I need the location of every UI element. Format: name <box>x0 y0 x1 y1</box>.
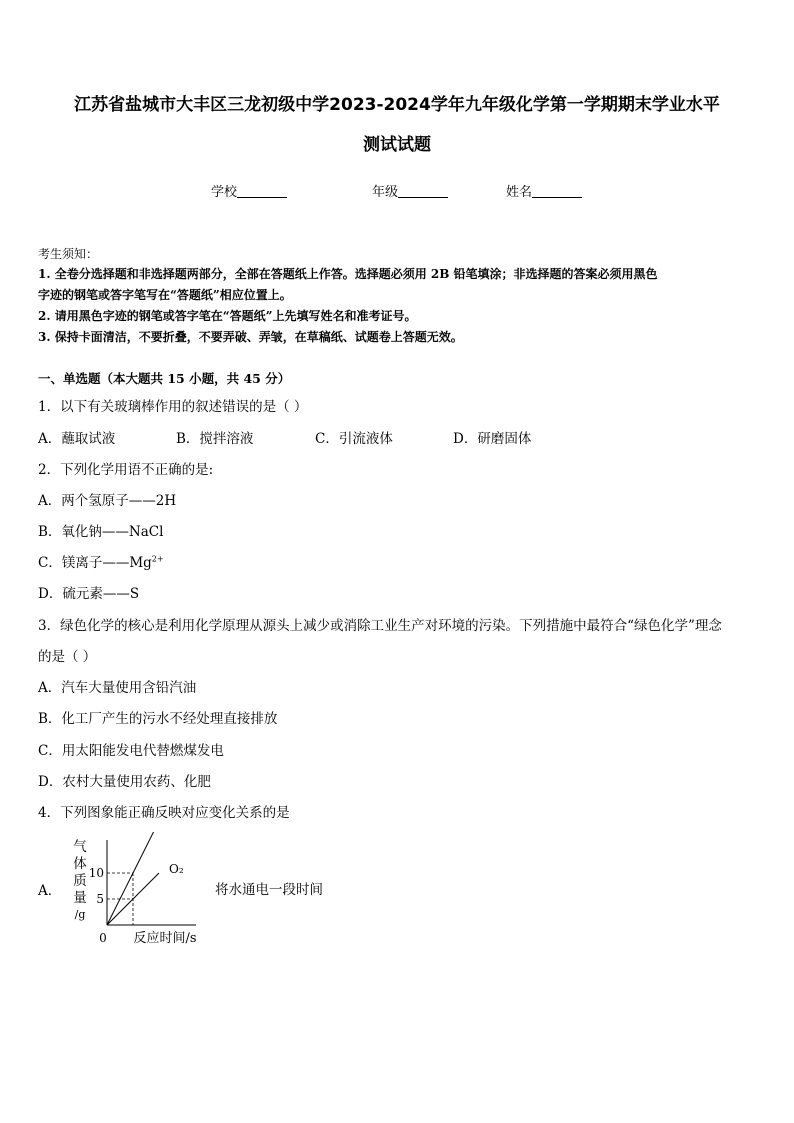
q1-option-d: D．研磨固体 <box>453 431 532 447</box>
grade-label: 年级 <box>372 185 399 200</box>
y-axis-label-char: 量 <box>73 890 87 906</box>
grade-blank <box>398 185 448 198</box>
q1-option-b: B．搅拌溶液 <box>176 431 254 447</box>
y-tick-label: 10 <box>88 866 104 880</box>
notice-item-1-cont: 字迹的钢笔或答字笔写在“答题纸”相应位置上。 <box>38 288 292 302</box>
q4-option-a-label: A． <box>38 883 62 899</box>
exam-title-line1: 江苏省盐城市大丰区三龙初级中学2023-2024学年九年级化学第一学期期末学业水平 <box>74 95 720 115</box>
q3-option-b: B．化工厂产生的污水不经处理直接排放 <box>38 711 278 727</box>
notice-item-3: 3. 保持卡面清洁，不要折叠，不要弄破、弄皱，在草稿纸、试题卷上答题无效。 <box>38 330 463 344</box>
school-label: 学校 <box>211 185 238 200</box>
q3-option-c: C．用太阳能发电代替燃煤发电 <box>38 743 224 759</box>
q2-option-d: D．硫元素——S <box>38 586 140 602</box>
q1-stem: 1．以下有关玻璃棒作用的叙述错误的是（ ） <box>38 399 308 415</box>
q4-option-a-caption: 将水通电一段时间 <box>215 882 323 898</box>
q2-stem: 2．下列化学用语不正确的是: <box>38 462 214 478</box>
q2-option-c-text: C．镁离子——Mg <box>38 555 152 571</box>
section-heading: 一、单选题（本大题共 15 小题，共 45 分） <box>38 371 291 386</box>
q3-stem: 3．绿色化学的核心是利用化学原理从源头上减少或消除工业生产对环境的污染。下列措施中最符合“绿色化学”理念 <box>38 618 722 634</box>
grade-field <box>372 181 448 200</box>
series-label-1: O₂ <box>169 862 184 876</box>
y-axis-label-char: /g <box>74 908 86 921</box>
name-label: 姓名 <box>506 185 533 200</box>
school-field <box>211 181 287 200</box>
q2-option-c-charge: 2+ <box>151 554 164 564</box>
name-blank <box>532 185 582 198</box>
q1-option-a: A．蘸取试液 <box>38 431 116 447</box>
q1-option-c: C．引流液体 <box>315 431 393 447</box>
notice-item-2: 2. 请用黑色字迹的钢笔或答字笔在“答题纸”上先填写姓名和准考证号。 <box>38 309 417 323</box>
q4-stem: 4．下列图象能正确反映对应变化关系的是 <box>38 805 290 821</box>
y-axis-label-char: 质 <box>73 873 87 889</box>
x-axis-label: 反应时间/s <box>133 931 197 946</box>
notice-heading: 考生须知： <box>38 247 99 261</box>
origin-label: 0 <box>99 931 107 945</box>
y-axis-label-char: 气 <box>73 839 87 855</box>
exam-title-line2: 测试试题 <box>363 135 431 155</box>
notice-item-1: 1. 全卷分选择题和非选择题两部分，全部在答题纸上作答。选择题必须用 2B 铅笔填涂；非选择题的答案必须用黑色 <box>38 267 658 281</box>
q3-stem-cont: 的是（ ） <box>38 649 97 665</box>
y-tick-label: 5 <box>96 892 104 906</box>
q2-option-a: A．两个氢原子——2H <box>38 493 177 509</box>
school-blank <box>237 185 287 198</box>
q3-option-d: D．农村大量使用农药、化肥 <box>38 774 211 790</box>
y-axis-label-char: 体 <box>73 856 87 872</box>
name-field <box>506 181 582 200</box>
q3-option-a: A．汽车大量使用含铅汽油 <box>38 680 197 696</box>
q2-option-b: B．氧化钠——NaCl <box>38 524 164 540</box>
q2-option-c <box>38 551 164 571</box>
q4-electrolysis-chart <box>60 832 220 950</box>
